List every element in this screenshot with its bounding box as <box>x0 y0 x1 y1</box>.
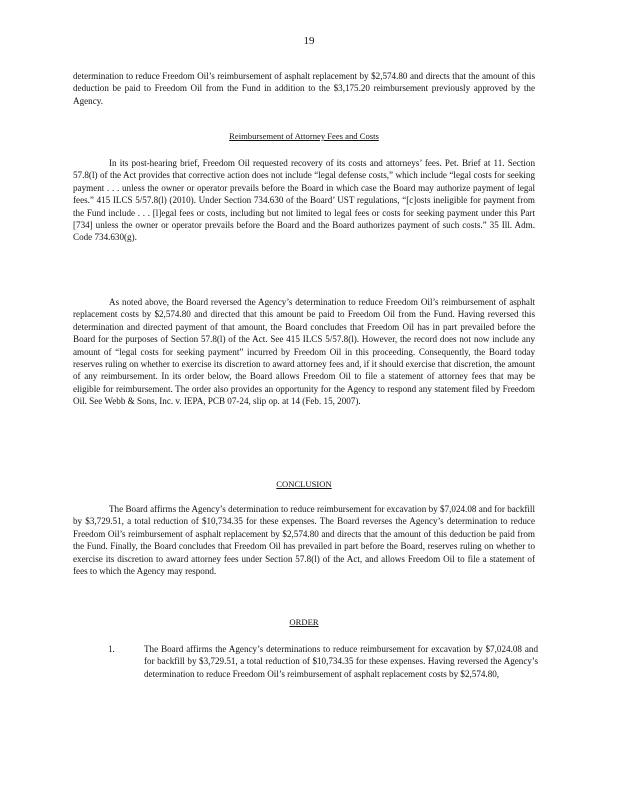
section-heading-attorney-fees: Reimbursement of Attorney Fees and Costs <box>229 131 379 141</box>
paragraph-attorney-fees-statute: In its post-hearing brief, Freedom Oil requested recovery of its costs and attorneys’ fees. Pet. Brief at 11. Section 57.8(l) of the Act provides that corrective action does not include “legal defense costs,” which include “legal costs for seeking payment . . . unless the owner or operator prevails before the Board in which case the Board may authorize payment of legal fees.” 415 ILCS 5/57.8(l) (2010). Under Section 734.630 of the Board’ UST regulations, “[c]osts ineligible for payment from the Fund include . . . [l]egal fees or costs, including but not limited to legal fees or costs for seeking payment under this Part [734] unless the owner or operator prevails before the Board and the Board authorizes payment of such costs.” 35 Ill. Adm. Code 734.630(g). <box>73 158 535 243</box>
paragraph-board-reversal: As noted above, the Board reversed the Agency’s determination to reduce Freedom Oil’s reimbursement of asphalt replacement costs by $2,574.80 and directed that this amount be paid to Freedom Oil from the Fund. Having reversed this determination and directed payment of that amount, the Board concludes that Freedom Oil has in part prevailed before the Board for the purposes of Section 57.8(l) of the Act. See 415 ILCS 5/57.8(l). However, the record does not now include any amount of “legal costs for seeking payment” incurred by Freedom Oil in this proceeding. Consequently, the Board today reserves ruling on whether to exercise its discretion to award attorney fees and, if it should exercise that discretion, the amount of any reimbursement. In its order below, the Board allows Freedom Oil to file a statement of attorney fees that may be eligible for reimbursement. The order also provides an opportunity for the Agency to respond any statement filed by Freedom Oil. See Webb & Sons, Inc. v. IEPA, PCB 07-24, slip op. at 14 (Feb. 15, 2007). <box>73 297 535 407</box>
section-heading-conclusion: CONCLUSION <box>276 479 332 489</box>
order-item-number: 1. <box>108 644 115 654</box>
paragraph-asphalt-continuation: determination to reduce Freedom Oil’s reimbursement of asphalt replacement by $2,574.80 and directs that the amount of this deduction be paid to Freedom Oil from the Fund in addition to the $3,175.20 reimbursement previously approved by the Agency. <box>73 71 535 106</box>
page-number: 19 <box>303 35 315 47</box>
section-heading-order: ORDER <box>289 617 319 627</box>
paragraph-conclusion: The Board affirms the Agency’s determination to reduce reimbursement for excavation by $7,024.08 and for backfill by $3,729.51, a total reduction of $10,734.35 for these expenses. The Board reverses the Agency’s determination to reduce Freedom Oil’s reimbursement of asphalt replacement by $2,574.80 and directs that the amount of this deduction be paid from the Fund. Finally, the Board concludes that Freedom Oil has prevailed in part before the Board, reserves ruling on whether to exercise its discretion to award attorney fees under Section 57.8(l) of the Act, and allows Freedom Oil to file a statement of fees to which the Agency may respond. <box>73 504 535 577</box>
order-item-text: The Board affirms the Agency’s determinations to reduce reimbursement for excavation by $7,024.08 and for backfill by $3,729.51, a total reduction of $10,734.35 for these expenses. Having reversed the Agency’s determination to reduce Freedom Oil’s reimbursement of asphalt replacement costs by $2,574.80, <box>144 644 538 679</box>
